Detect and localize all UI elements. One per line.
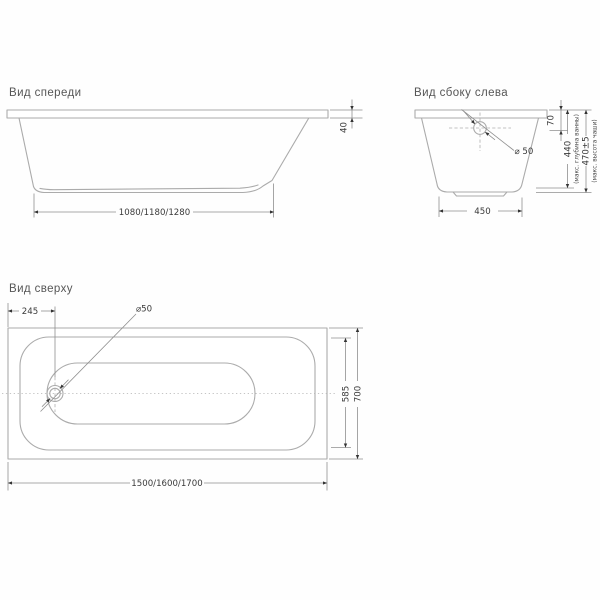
side-foot-plinth [453, 192, 507, 196]
front-view [7, 87, 363, 218]
side-depth-label: 440 [563, 140, 574, 158]
side-height-note: (макс. высота чаши) [592, 119, 599, 183]
side-overflow-diameter-label: ⌀ 50 [514, 147, 534, 157]
top-dim-drain-offset [8, 303, 55, 327]
top-length-label: 1500/1600/1700 [131, 479, 203, 490]
side-view [414, 87, 599, 217]
side-height-label: 470±5 [581, 136, 592, 166]
front-rim-height-label: 40 [339, 122, 350, 133]
side-depth-note: (макс. глубина ванны) [574, 114, 581, 184]
side-rim-profile [415, 110, 547, 118]
side-bottom-width-label: 450 [474, 207, 491, 218]
front-bottom-width-label: 1080/1180/1280 [118, 208, 191, 219]
front-rim-profile [7, 110, 328, 118]
top-drain-offset-label: 245 [21, 307, 39, 318]
side-dim-depth [536, 110, 581, 188]
side-view-title: Вид сбоку слева [414, 87, 509, 99]
top-inner-width-label: 585 [341, 385, 352, 403]
side-dim-bottom-width [439, 197, 522, 218]
top-outer-width-label: 700 [353, 385, 364, 403]
front-view-title: Вид спереди [9, 87, 82, 99]
top-dim-length [8, 462, 327, 491]
side-overflow-offset-label: 70 [546, 115, 557, 126]
top-view [2, 283, 364, 491]
front-foot-line [40, 185, 258, 190]
top-dim-inner-width [331, 338, 352, 448]
front-dim-rim-height [330, 100, 363, 133]
top-view-title: Вид сверху [9, 283, 73, 295]
top-drain-diameter-label: ⌀50 [136, 304, 153, 315]
side-dim-overflow-offset [547, 100, 569, 141]
front-apron-profile [19, 118, 309, 193]
